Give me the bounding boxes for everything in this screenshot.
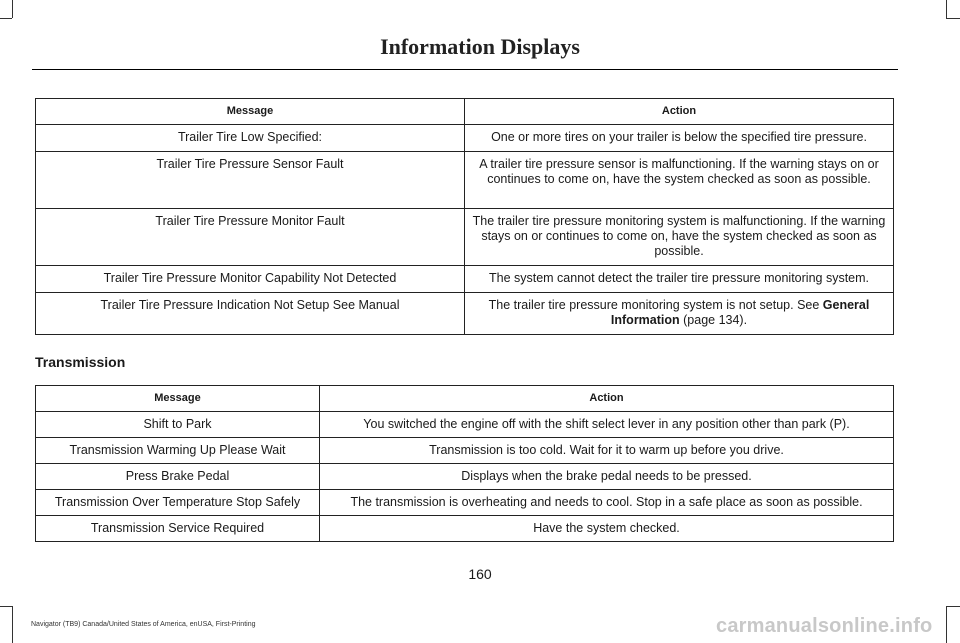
footer-edition-text: Navigator (TB9) Canada/United States of America, enUSA, First-Printing [31,621,256,628]
action-cell: Transmission is too cold. Wait for it to warm up before you drive. [320,438,894,464]
table-row [36,209,894,266]
table-row [36,490,894,516]
table-row [36,464,894,490]
action-cell: A trailer tire pressure sensor is malfunctioning. If the warning stays on or continues to come on, have the system checked as soon as possible. [465,152,894,209]
column-header-message: Message [36,386,320,412]
crop-mark-top-right-h [946,18,960,19]
transmission-messages-table [35,385,894,542]
crop-mark-top-right [946,0,947,18]
action-cell: Displays when the brake pedal needs to be pressed. [320,464,894,490]
table-row [36,438,894,464]
crop-mark-bottom-right-h [946,606,960,607]
page-number: 160 [468,566,492,582]
section-heading-transmission: Transmission [35,354,126,370]
table-header-row [36,99,894,125]
message-cell: Trailer Tire Pressure Monitor Fault [36,209,465,266]
crop-mark-top-left-h [0,18,12,19]
action-cell: The system cannot detect the trailer tire pressure monitoring system. [465,266,894,293]
action-cell: Have the system checked. [320,516,894,542]
crop-mark-top-left [12,0,13,18]
message-cell: Transmission Over Temperature Stop Safely [36,490,320,516]
page-title: Information Displays [380,34,580,59]
trailer-messages-table [35,98,894,335]
title-divider [32,69,898,70]
column-header-action: Action [320,386,894,412]
table-row [36,516,894,542]
page-reference: (page 134). [679,313,748,327]
table-header-row [36,386,894,412]
action-text: The trailer tire pressure monitoring system is not setup. See [488,298,823,312]
message-cell: Press Brake Pedal [36,464,320,490]
column-header-action: Action [465,99,894,125]
message-cell: Trailer Tire Pressure Indication Not Setup See Manual [36,293,465,335]
column-header-message: Message [36,99,465,125]
crop-mark-bottom-left-h [0,606,12,607]
table-row [36,152,894,209]
crop-mark-bottom-left [12,606,13,643]
action-cell [465,293,894,335]
message-cell: Trailer Tire Low Specified: [36,125,465,152]
table-row [36,125,894,152]
crop-mark-bottom-right [946,606,947,643]
message-cell: Trailer Tire Pressure Sensor Fault [36,152,465,209]
action-cell: One or more tires on your trailer is below the specified tire pressure. [465,125,894,152]
message-cell: Transmission Service Required [36,516,320,542]
watermark: carmanualsonline.info [716,615,933,637]
message-cell: Transmission Warming Up Please Wait [36,438,320,464]
general-information-link[interactable]: General Information [610,298,870,327]
action-cell: You switched the engine off with the shift select lever in any position other than park (P). [320,412,894,438]
table-row [36,266,894,293]
action-cell: The transmission is overheating and needs to cool. Stop in a safe place as soon as possible. [320,490,894,516]
message-cell: Trailer Tire Pressure Monitor Capability Not Detected [36,266,465,293]
table-row [36,293,894,335]
message-cell: Shift to Park [36,412,320,438]
action-cell: The trailer tire pressure monitoring system is malfunctioning. If the warning stays on or continues to come on, have the system checked as soon as possible. [465,209,894,266]
table-row [36,412,894,438]
